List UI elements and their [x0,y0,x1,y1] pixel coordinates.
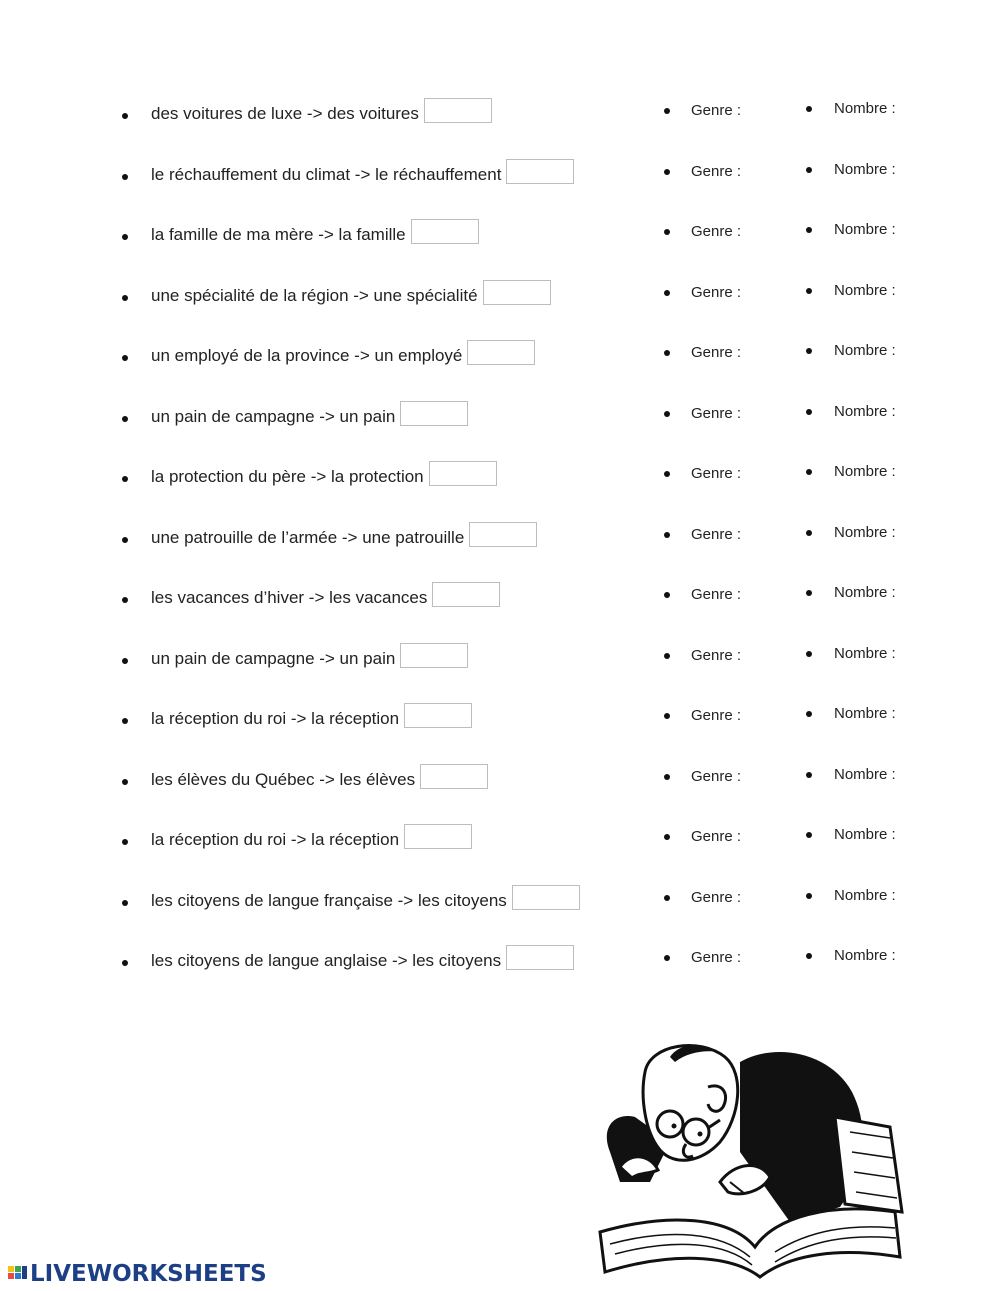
answer-input[interactable] [506,159,574,184]
list-bullet [122,597,128,603]
phrase-line [151,401,468,427]
phrase-line [151,703,472,729]
nombre-label: Nombre : [834,887,896,904]
exercise-row [0,764,1000,804]
exercise-row [0,643,1000,683]
list-bullet [122,658,128,664]
phrase-text: une spécialité de la région -> une spécialité [151,286,478,305]
nombre-bullet [806,651,812,657]
list-bullet [122,718,128,724]
list-bullet [122,234,128,240]
nombre-bullet [806,348,812,354]
phrase-text: un pain de campagne -> un pain [151,407,396,426]
nombre-bullet [806,469,812,475]
phrase-text: la famille de ma mère -> la famille [151,225,406,244]
list-bullet [122,113,128,119]
phrase-line [151,98,492,124]
genre-label: Genre : [691,526,742,543]
genre-bullet [664,834,670,840]
nombre-bullet [806,953,812,959]
nombre-label: Nombre : [834,463,896,480]
nombre-bullet [806,409,812,415]
exercise-row [0,582,1000,622]
phrase-text: la protection du père -> la protection [151,467,424,486]
exercise-row [0,885,1000,925]
exercise-row [0,824,1000,864]
phrase-line [151,340,535,366]
nombre-label: Nombre : [834,221,896,238]
nombre-label: Nombre : [834,282,896,299]
exercise-row [0,340,1000,380]
nombre-bullet [806,106,812,112]
answer-input[interactable] [469,522,537,547]
list-bullet [122,355,128,361]
nombre-bullet [806,227,812,233]
answer-input[interactable] [432,582,500,607]
exercise-row [0,98,1000,138]
answer-input[interactable] [467,340,535,365]
phrase-line [151,643,468,669]
genre-label: Genre : [691,223,742,240]
answer-input[interactable] [424,98,492,123]
phrase-line [151,461,497,487]
exercise-row [0,280,1000,320]
nombre-label: Nombre : [834,766,896,783]
nombre-bullet [806,590,812,596]
answer-input[interactable] [404,824,472,849]
nombre-label: Nombre : [834,584,896,601]
phrase-text: les citoyens de langue française -> les citoyens [151,891,507,910]
genre-label: Genre : [691,465,742,482]
genre-bullet [664,411,670,417]
genre-label: Genre : [691,102,742,119]
answer-input[interactable] [400,401,468,426]
phrase-line [151,280,551,306]
genre-bullet [664,955,670,961]
answer-input[interactable] [400,643,468,668]
genre-label: Genre : [691,405,742,422]
genre-label: Genre : [691,768,742,785]
nombre-label: Nombre : [834,524,896,541]
phrase-line [151,885,580,911]
nombre-bullet [806,530,812,536]
exercise-row [0,522,1000,562]
list-bullet [122,476,128,482]
answer-input[interactable] [512,885,580,910]
nombre-label: Nombre : [834,342,896,359]
phrase-text: un pain de campagne -> un pain [151,649,396,668]
genre-label: Genre : [691,284,742,301]
phrase-text: des voitures de luxe -> des voitures [151,104,419,123]
nombre-label: Nombre : [834,826,896,843]
phrase-text: les vacances d’hiver -> les vacances [151,588,428,607]
nombre-label: Nombre : [834,645,896,662]
nombre-label: Nombre : [834,947,896,964]
genre-bullet [664,532,670,538]
nombre-bullet [806,288,812,294]
nombre-label: Nombre : [834,100,896,117]
phrase-text: un employé de la province -> un employé [151,346,463,365]
answer-input[interactable] [483,280,551,305]
nombre-bullet [806,167,812,173]
answer-input[interactable] [404,703,472,728]
answer-input[interactable] [506,945,574,970]
answer-input[interactable] [420,764,488,789]
genre-label: Genre : [691,344,742,361]
genre-bullet [664,108,670,114]
genre-label: Genre : [691,163,742,180]
phrase-text: le réchauffement du climat -> le réchauffement [151,165,502,184]
genre-bullet [664,169,670,175]
nombre-bullet [806,772,812,778]
genre-bullet [664,653,670,659]
genre-bullet [664,350,670,356]
genre-bullet [664,713,670,719]
phrase-line [151,824,472,850]
nombre-label: Nombre : [834,403,896,420]
phrase-line [151,219,479,245]
genre-bullet [664,592,670,598]
liveworksheets-logo-text: LIVEWORKSHEETS [30,1261,267,1287]
phrase-text: la réception du roi -> la réception [151,709,400,728]
genre-label: Genre : [691,828,742,845]
exercise-row [0,219,1000,259]
nombre-label: Nombre : [834,705,896,722]
genre-bullet [664,290,670,296]
genre-bullet [664,774,670,780]
genre-label: Genre : [691,647,742,664]
list-bullet [122,295,128,301]
exercise-row [0,159,1000,199]
answer-input[interactable] [411,219,479,244]
exercise-row [0,945,1000,985]
nombre-bullet [806,711,812,717]
phrase-text: la réception du roi -> la réception [151,830,400,849]
exercise-row [0,703,1000,743]
list-bullet [122,537,128,543]
phrase-line [151,764,488,790]
nombre-label: Nombre : [834,161,896,178]
man-reading-book-icon [590,1032,910,1284]
exercise-row [0,461,1000,501]
nombre-bullet [806,893,812,899]
genre-bullet [664,471,670,477]
exercise-row [0,401,1000,441]
phrase-text: les élèves du Québec -> les élèves [151,770,416,789]
genre-label: Genre : [691,889,742,906]
list-bullet [122,416,128,422]
answer-input[interactable] [429,461,497,486]
list-bullet [122,839,128,845]
nombre-bullet [806,832,812,838]
list-bullet [122,900,128,906]
liveworksheets-logo-icon [8,1264,28,1284]
genre-label: Genre : [691,707,742,724]
liveworksheets-logo [8,1259,267,1289]
genre-bullet [664,895,670,901]
phrase-text: une patrouille de l’armée -> une patrouille [151,528,465,547]
phrase-line [151,582,500,608]
phrase-line [151,945,574,971]
phrase-text: les citoyens de langue anglaise -> les citoyens [151,951,502,970]
genre-label: Genre : [691,586,742,603]
phrase-line [151,522,537,548]
list-bullet [122,779,128,785]
list-bullet [122,960,128,966]
genre-bullet [664,229,670,235]
list-bullet [122,174,128,180]
genre-label: Genre : [691,949,742,966]
phrase-line [151,159,574,185]
